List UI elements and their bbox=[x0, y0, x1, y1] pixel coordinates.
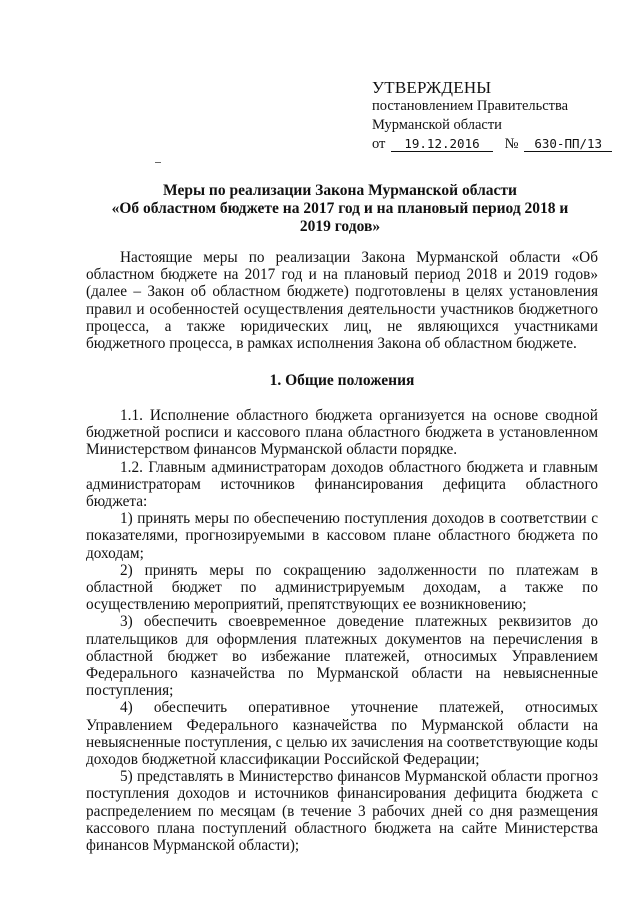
document-title bbox=[100, 182, 580, 236]
approval-date-row bbox=[372, 135, 612, 154]
intro-paragraph: Настоящие меры по реализации Закона Мурманской области «Об областном бюджете на 2017 год и на плановый период 2018 и 2019 годов» (далее – Закон об областном бюджете) подготовлены в целях установления правил и особенностей осуществления деятельности участников бюджетного процесса, а также юридических лиц, не являющихся участниками бюджетного процесса, в рамках исполнения Закона об областном бюджете. bbox=[86, 249, 598, 353]
approval-date-prefix: от bbox=[372, 136, 386, 152]
list-item-3: 3) обеспечить своевременное доведение платежных реквизитов до плательщиков для оформления платежных документов на перечисления в областной бюджет во избежание платежей, относимых Управлением Федерального казначейства по Мурманской области на невыясненные поступления; bbox=[86, 613, 598, 700]
approval-stamp bbox=[372, 78, 612, 154]
list-item-5: 5) представлять в Министерство финансов Мурманской области прогноз поступления доходов и источников финансирования дефицита бюджета с распределением по месяцам (в течение 3 рабочих дней со дня размещения кассового плана поступлений областного бюджета на сайте Министерства финансов Мурманской области); bbox=[86, 768, 598, 855]
approval-heading: УТВЕРЖДЕНЫ bbox=[372, 78, 492, 97]
title-line-3: 2019 годов» bbox=[299, 218, 381, 235]
scan-mark bbox=[155, 162, 161, 163]
list-item-4: 4) обеспечить оперативное уточнение платежей, относимых Управлением Федерального казначейства по Мурманской области на невыясненные поступления, с целью их зачисления на соответствующие коды доходов бюджетной классификации Российской Федерации; bbox=[86, 699, 598, 769]
approval-number-sign: № bbox=[504, 136, 519, 152]
list-item-1: 1) принять меры по обеспечению поступления доходов в соответствии с показателями, прогнозируемыми в кассовом плане областного бюджета по доходам; bbox=[86, 510, 598, 562]
section-1-title: 1. Общие положения bbox=[269, 372, 415, 389]
list-item-2: 2) принять меры по сокращению задолженности по платежам в областной бюджет по администрируемым доходам, а также по осуществлению мероприятий, препятствующих ее возникновению; bbox=[86, 561, 598, 614]
approval-line-1: постановлением Правительства bbox=[372, 98, 569, 114]
section-1-body bbox=[86, 407, 598, 854]
approval-number: 630-ПП/13 bbox=[524, 136, 612, 152]
paragraph-1-2: 1.2. Главным администраторам доходов областного бюджета и главным администраторам источников финансирования дефицита областного бюджета: bbox=[86, 458, 598, 511]
approval-line-2: Мурманской области bbox=[372, 117, 502, 133]
intro-block bbox=[86, 249, 598, 352]
paragraph-1-1: 1.1. Исполнение областного бюджета организуется на основе сводной бюджетной росписи и кассового плана областного бюджета в установленном Министерством финансов Мурманской области порядке. bbox=[86, 407, 598, 459]
title-line-1: Меры по реализации Закона Мурманской области bbox=[163, 182, 517, 199]
title-line-2: «Об областном бюджете на 2017 год и на плановый период 2018 и bbox=[111, 200, 569, 217]
approval-date: 19.12.2016 bbox=[391, 136, 492, 152]
